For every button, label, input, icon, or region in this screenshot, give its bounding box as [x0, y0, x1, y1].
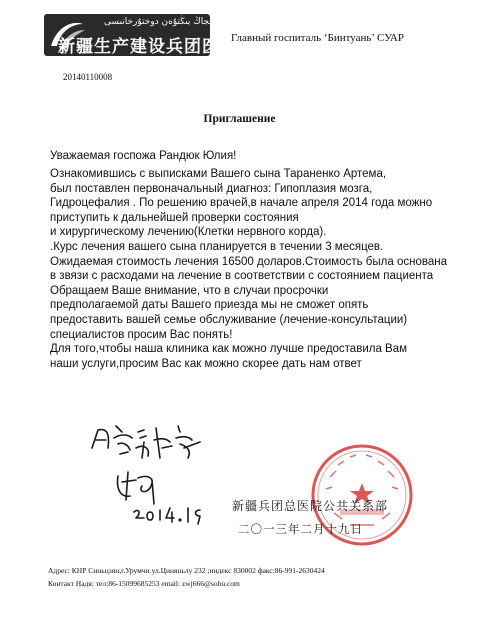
body-line: предполагаемой даты Вашего приезда мы не сможет опять [50, 299, 369, 312]
logo-uyghur-text: شىنجاڭ بىڭتۇەن دوختۇرخانىسى [104, 17, 223, 27]
body-line: .Курс лечения вашего сына планируется в течении 3 месяцев. [50, 240, 384, 253]
body-line: Обращаем Ваше внимание, что в случаи просрочки [50, 284, 329, 297]
hospital-name: Главный госпиталь ‘Бинтуань’ СУАР [231, 32, 404, 44]
hospital-logo [44, 14, 238, 57]
body-line: Для того,чтобы наша клиника как можно лучше предоставила Вам [50, 343, 408, 356]
greeting: Уважаемая госпожа Рандюк Юлия! [50, 150, 237, 162]
body-line: в звязи с расходами на лечение в соответствии с состоянием пациента [50, 270, 434, 283]
footer-address: Адрес: КНР Синьцзян,г.Урумчи.ул.Циняньлу 232 ;индекс 830002 факс:86-991-2630424 [48, 566, 325, 575]
body-line: был поставлен первоначальный диагноз: Гипоплазия мозга, [50, 182, 373, 195]
stamp-date: 二〇一三年二月十九日 [238, 522, 363, 536]
handwritten-approval-signature [88, 418, 208, 464]
page-title: Приглашение [203, 113, 276, 125]
body-line: наши услуги,просим Вас как можно скорее дать нам ответ [50, 357, 362, 370]
handwritten-date-signature [108, 468, 208, 528]
body-line: Ожидаемая стоимость лечения 16500 доларов.Стоимость была основана [50, 255, 447, 268]
body-line: предоставить вашей семье обслуживание (лечение-консультации) [50, 313, 408, 326]
letter-body [50, 167, 475, 371]
body-line: Ознакомившись с выписками Вашего сына Тараненко Артема, [50, 168, 387, 180]
footer-contact: Контакт Надя: тел:86-15099685253 email: zwj666@sohu.com [48, 579, 240, 588]
logo-chinese-text: 新疆生产建设兵团医院 [58, 37, 238, 57]
body-line: и хирургическому лечению(Клетки нервного корда). [50, 226, 327, 239]
stamp-organization: 新疆兵团总医院公共关系部 [232, 499, 389, 513]
body-line: специалистов просим Вас понять! [50, 328, 233, 341]
document-number: 20140110008 [63, 72, 113, 82]
body-line: Гидроцефалия . По решению врачей,в начале апреля 2014 года можно [50, 197, 433, 210]
body-line: приступить к дальнейшей проверки состояния [50, 211, 299, 224]
